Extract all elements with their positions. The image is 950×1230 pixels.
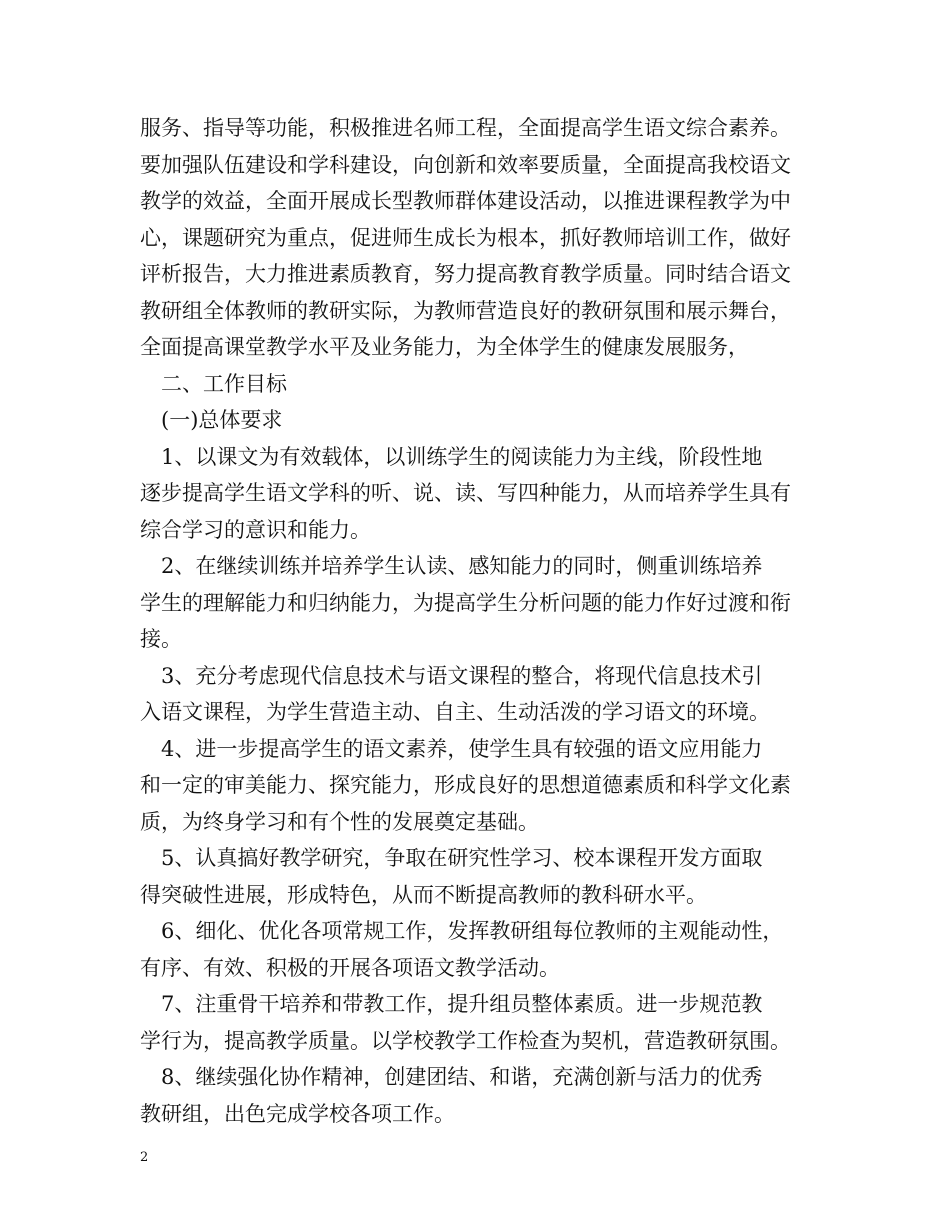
text-line: 学生的理解能力和归纳能力，为提高学生分析问题的能力作好过渡和衔 [140, 590, 791, 615]
text-line: 评析报告，大力推进素质教育，努力提高教育教学质量。同时结合语文 [140, 262, 791, 286]
text-line: 6、细化、优化各项常规工作，发挥教研组每位教师的主观能动性， [161, 919, 784, 943]
text-line: 有序、有效、积极的开展各项语文教学活动。 [140, 955, 560, 980]
text-line: 质，为终身学习和有个性的发展奠定基础。 [140, 809, 539, 834]
text-line: 3、充分考虑现代信息技术与语文课程的整合，将现代信息技术引 [161, 663, 763, 688]
text-line: (一)总体要求 [161, 408, 283, 432]
text-line: 教研组全体教师的教研实际，为教师营造良好的教研氛围和展示舞台， [140, 298, 791, 323]
text-line: 得突破性进展，形成特色，从而不断提高教师的教科研水平。 [140, 882, 707, 907]
document-body [140, 110, 830, 1132]
text-line: 入语文课程，为学生营造主动、自主、生动活泼的学习语文的环境。 [140, 700, 770, 724]
text-line: 心，课题研究为重点，促进师生成长为根本，抓好教师培训工作，做好 [140, 225, 791, 250]
text-line: 综合学习的意识和能力。 [140, 517, 371, 542]
text-line: 8、继续强化协作精神，创建团结、和谐，充满创新与活力的优秀 [161, 1065, 763, 1089]
text-line: 逐步提高学生语文学科的听、说、读、写四种能力，从而培养学生具有 [140, 481, 791, 505]
text-line: 学行为，提高教学质量。以学校教学工作检查为契机，营造教研氛围。 [140, 1028, 791, 1053]
text-line: 2、在继续训练并培养学生认读、感知能力的同时，侧重训练培养 [161, 554, 763, 578]
text-line: 要加强队伍建设和学科建设，向创新和效率要质量，全面提高我校语文 [140, 152, 791, 177]
text-line: 服务、指导等功能，积极推进名师工程，全面提高学生语文综合素养。 [140, 116, 791, 140]
text-line: 4、进一步提高学生的语文素养，使学生具有较强的语文应用能力 [161, 736, 763, 761]
text-line: 5、认真搞好教学研究，争取在研究性学习、校本课程开发方面取 [161, 846, 763, 870]
text-line: 教研组，出色完成学校各项工作。 [140, 1101, 455, 1126]
text-line: 全面提高课堂教学水平及业务能力，为全体学生的健康发展服务， [140, 335, 749, 359]
text-line: 7、注重骨干培养和带教工作，提升组员整体素质。进一步规范教 [161, 992, 763, 1016]
text-line: 和一定的审美能力、探究能力，形成良好的思想道德素质和科学文化素 [140, 773, 791, 797]
page-number: 2 [140, 1150, 149, 1165]
text-line: 1、以课文为有效载体，以训练学生的阅读能力为主线，阶段性地 [161, 444, 763, 469]
text-line: 教学的效益，全面开展成长型教师群体建设活动，以推进课程教学为中 [140, 189, 791, 213]
text-line: 接。 [140, 627, 182, 651]
text-line: 二、工作目标 [161, 371, 287, 396]
